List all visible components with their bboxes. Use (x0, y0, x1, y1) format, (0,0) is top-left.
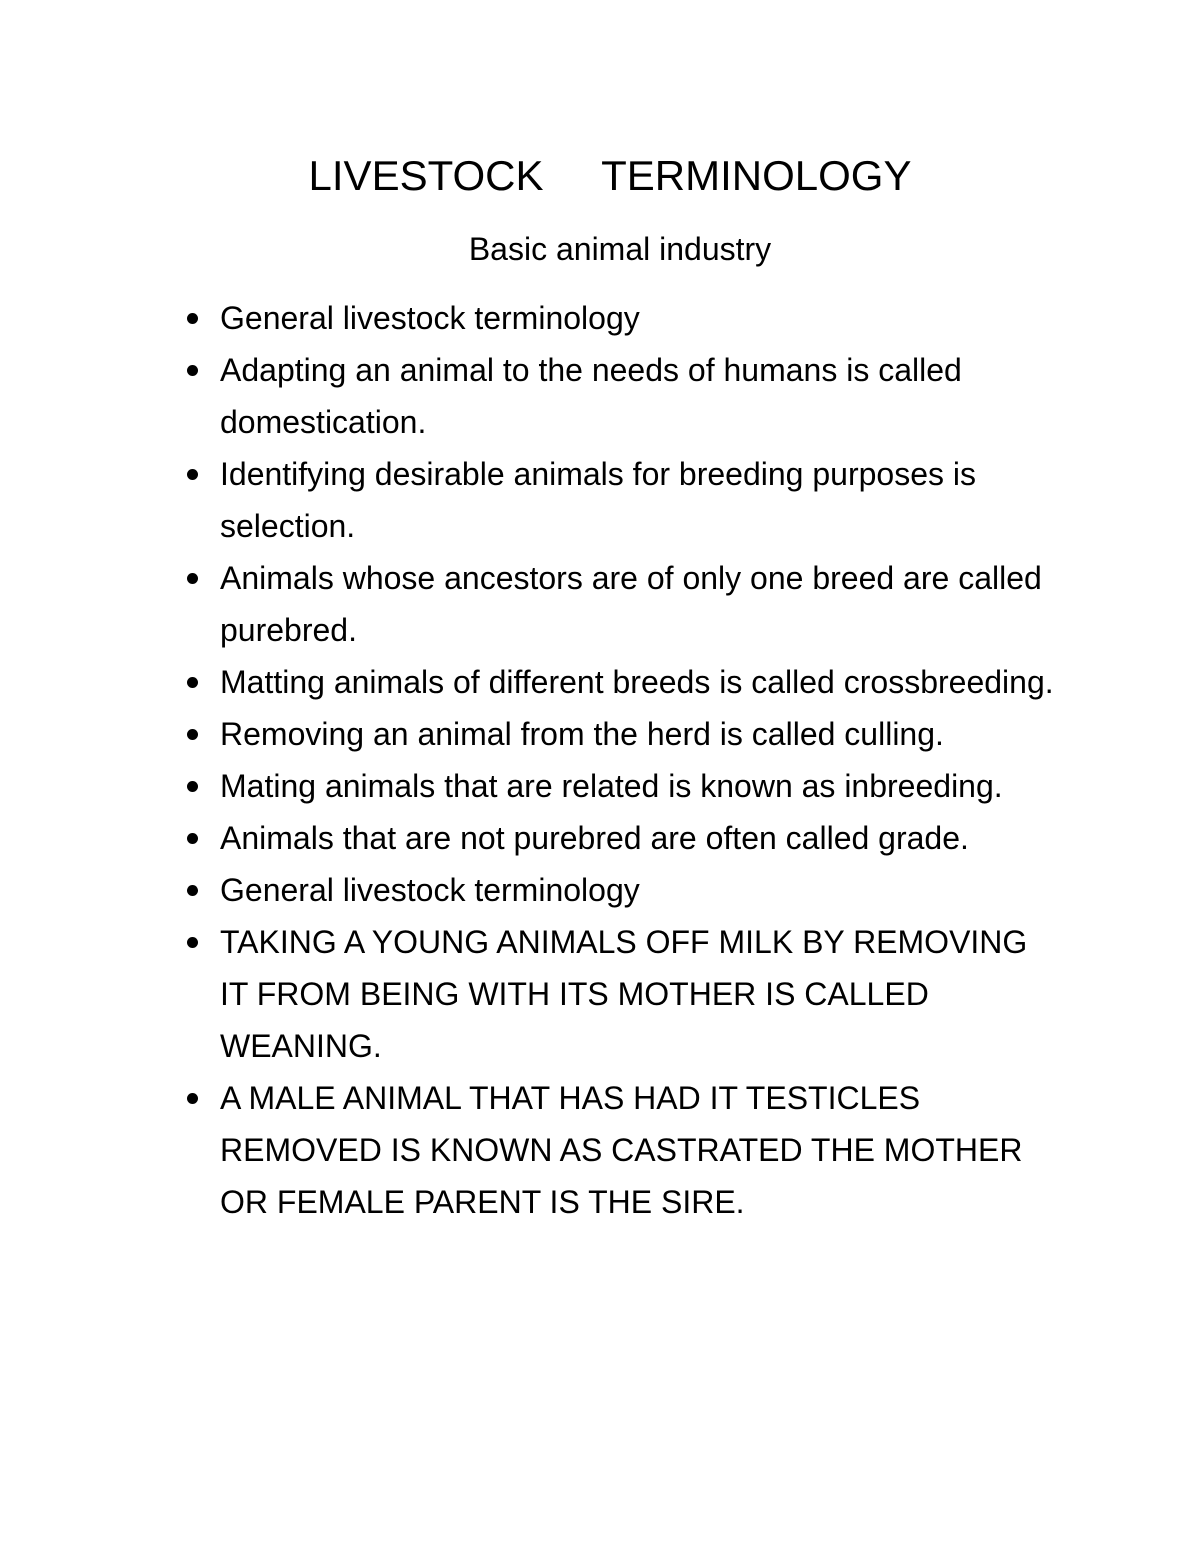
list-item (0, 552, 1060, 656)
bullet-icon (187, 573, 198, 584)
list-item (0, 344, 1060, 448)
bullet-icon (187, 1093, 198, 1104)
list-item (0, 760, 1060, 812)
bullet-icon (187, 677, 198, 688)
page-subtitle: Basic animal industry (468, 231, 772, 267)
list-item (0, 1072, 1060, 1228)
bullet-icon (187, 833, 198, 844)
list-item (0, 656, 1060, 708)
list-item-text: Mating animals that are related is known as inbreeding. (220, 768, 1003, 804)
list-item (0, 916, 1060, 1072)
list-item (0, 292, 1060, 344)
list-item (0, 708, 1060, 760)
list-item (0, 812, 1060, 864)
list-item-text: General livestock terminology (220, 872, 640, 908)
bullet-icon (187, 781, 198, 792)
list-item-text: Animals whose ancestors are of only one breed are called purebred. (220, 560, 1042, 648)
bullet-icon (187, 885, 198, 896)
list-item-text: Adapting an animal to the needs of humans is called domestication. (220, 352, 962, 440)
bullet-icon (187, 469, 198, 480)
list-item (0, 864, 1060, 916)
list-item-text: TAKING A YOUNG ANIMALS OFF MILK BY REMOVING IT FROM BEING WITH ITS MOTHER IS CALLED WEANING. (220, 924, 1028, 1064)
list-item-text: Removing an animal from the herd is called culling. (220, 716, 944, 752)
bullet-icon (187, 313, 198, 324)
list-item (0, 448, 1060, 552)
list-item-text: Animals that are not purebred are often called grade. (220, 820, 969, 856)
list-item-text: General livestock terminology (220, 300, 640, 336)
bullet-list (0, 292, 1200, 1228)
bullet-icon (187, 937, 198, 948)
list-item-text: Matting animals of different breeds is called crossbreeding. (220, 664, 1054, 700)
list-item-text: A MALE ANIMAL THAT HAS HAD IT TESTICLES REMOVED IS KNOWN AS CASTRATED THE MOTHER OR FEMALE PARENT IS THE SIRE. (220, 1080, 1023, 1220)
bullet-icon (187, 365, 198, 376)
list-item-text: Identifying desirable animals for breeding purposes is selection. (220, 456, 976, 544)
bullet-icon (187, 729, 198, 740)
page-title: LIVESTOCK TERMINOLOGY (308, 152, 912, 199)
